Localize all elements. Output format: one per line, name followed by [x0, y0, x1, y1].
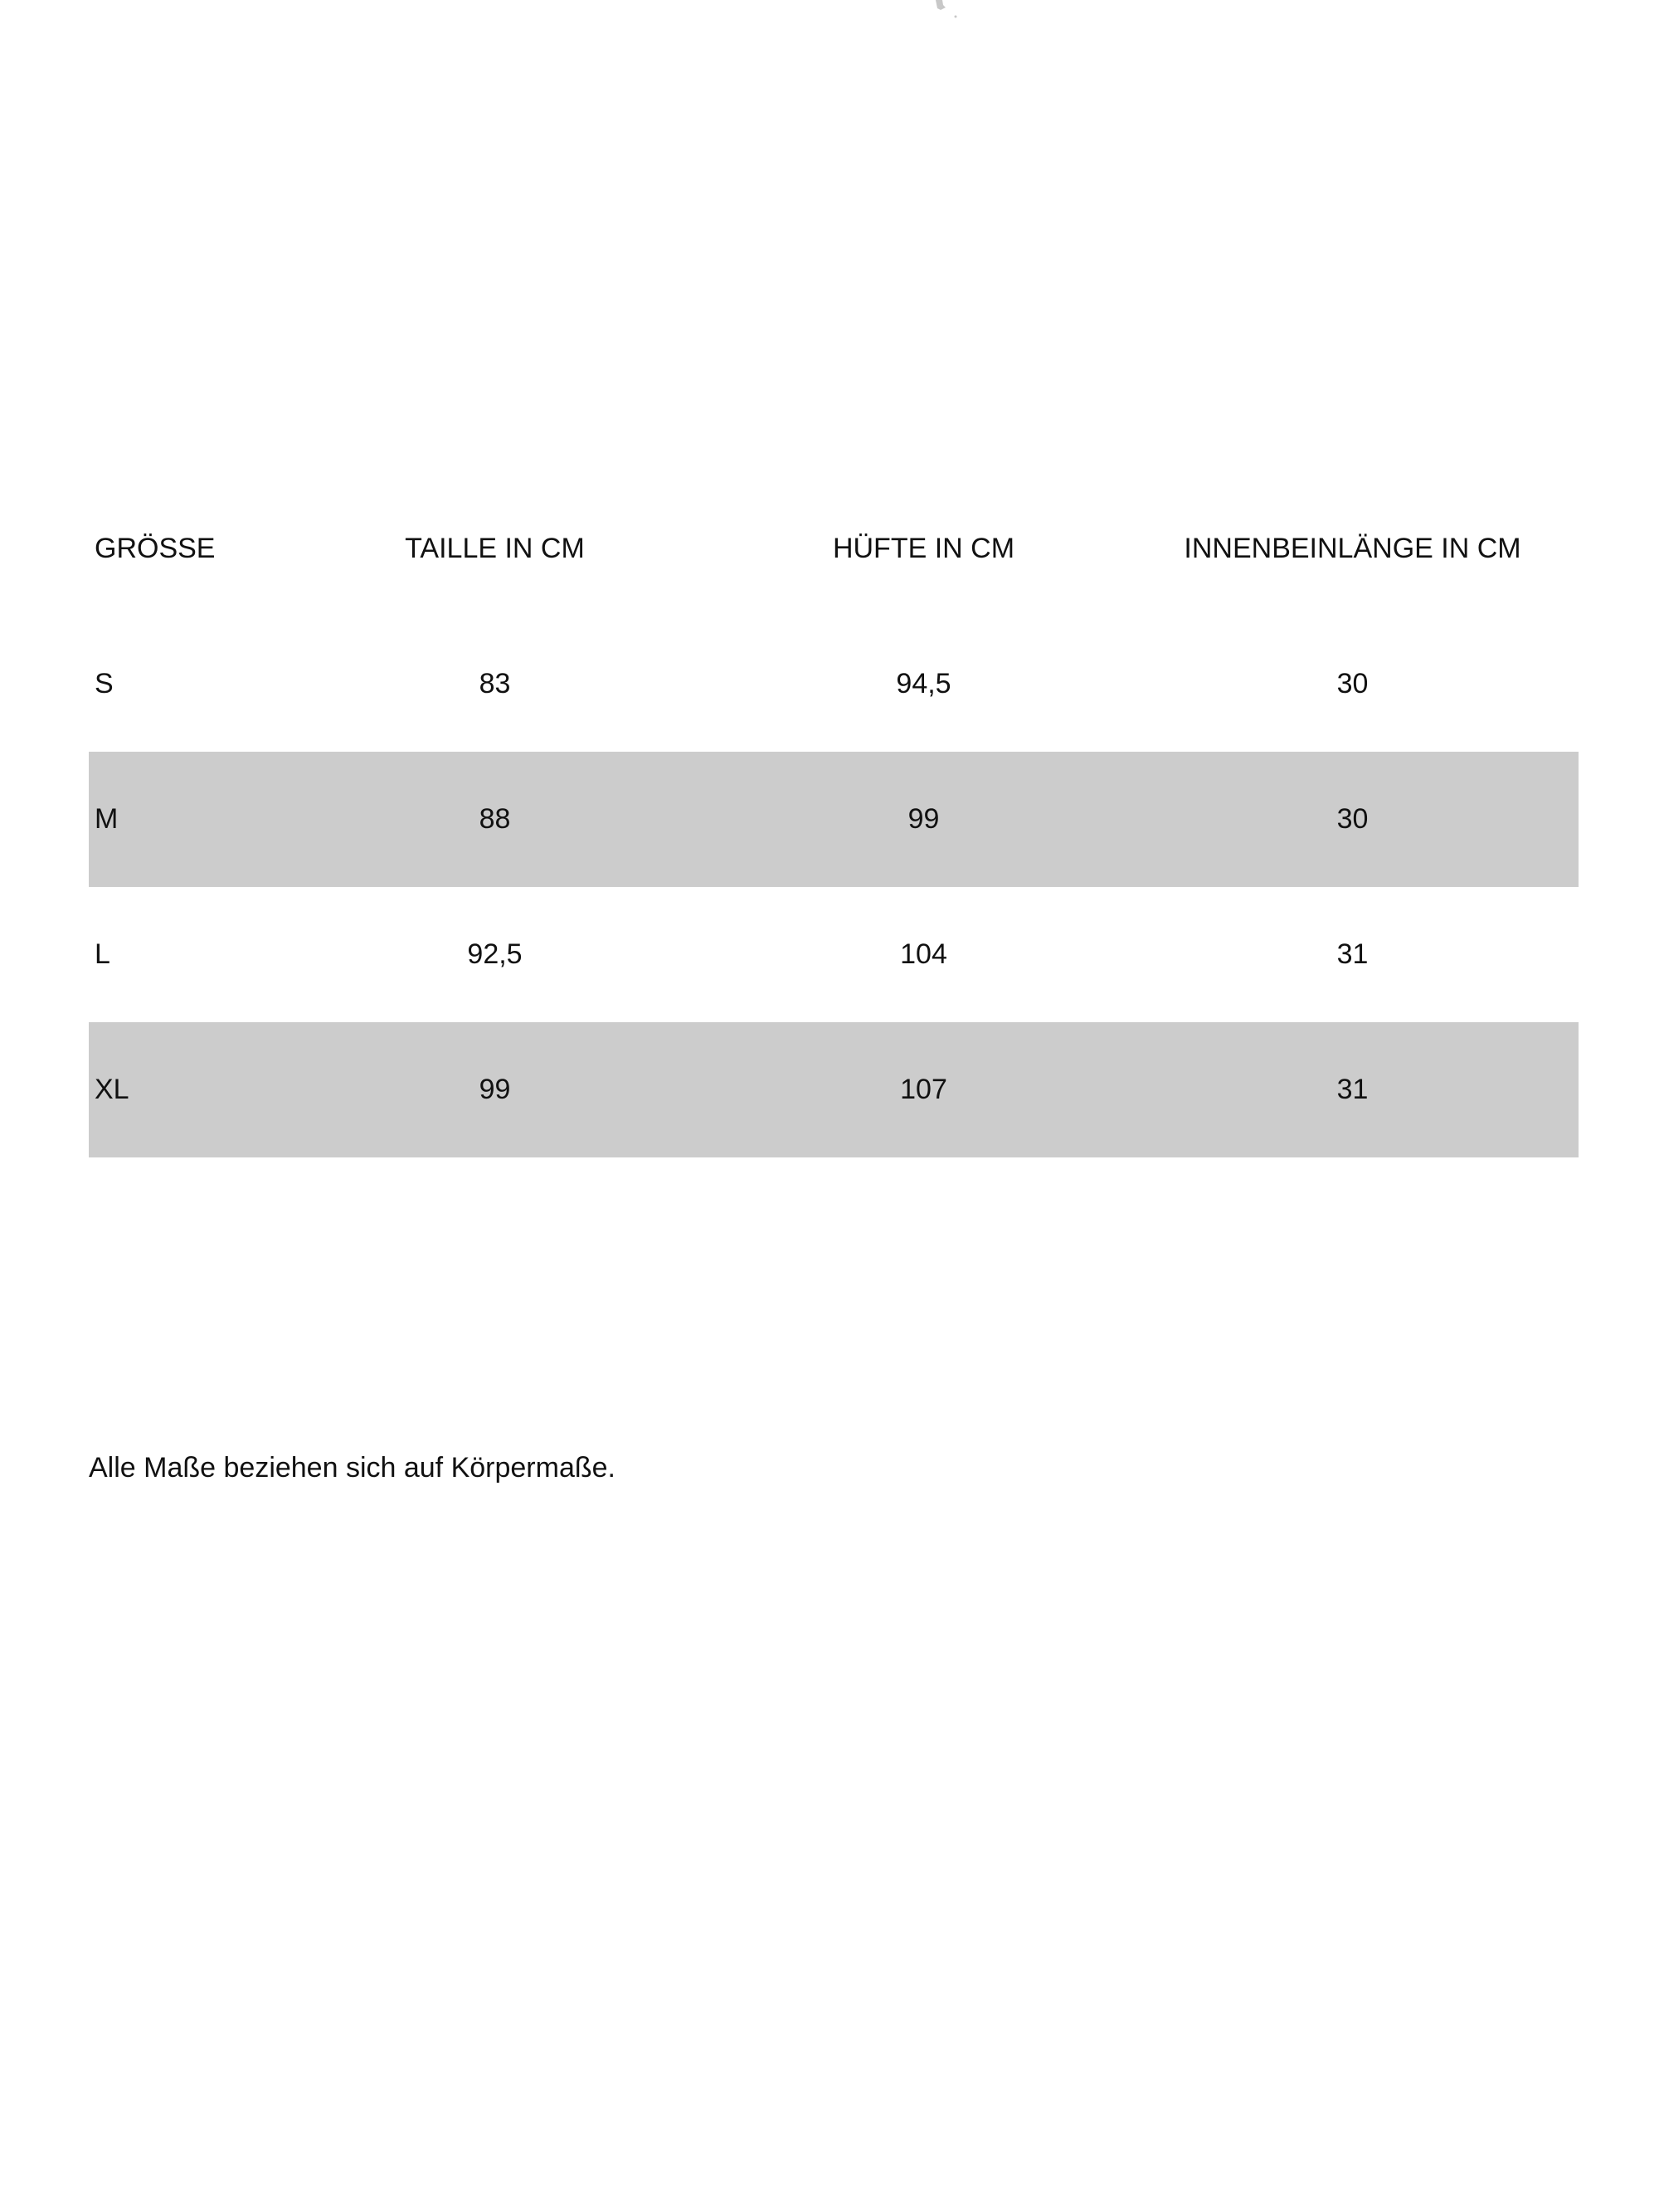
cell-innenbein: 30 — [1336, 803, 1369, 835]
header-huefte: HÜFTE IN CM — [832, 533, 1015, 564]
cell-size: S — [95, 668, 114, 699]
decorative-mark — [927, 0, 961, 20]
table-row — [89, 616, 1579, 752]
cell-size: L — [95, 938, 110, 970]
cell-huefte: 104 — [900, 938, 947, 970]
cell-huefte: 107 — [900, 1074, 947, 1105]
cell-size: XL — [95, 1074, 129, 1105]
header-size: GRÖSSE — [95, 533, 216, 564]
cell-innenbein: 31 — [1336, 938, 1369, 970]
header-taille: TAILLE IN CM — [405, 533, 585, 564]
table-row — [89, 1022, 1579, 1157]
cell-size: M — [95, 803, 119, 835]
cell-huefte: 99 — [907, 803, 940, 835]
cell-taille: 88 — [479, 803, 511, 835]
measurement-footnote: Alle Maße beziehen sich auf Körpermaße. — [89, 1452, 615, 1484]
table-row — [89, 752, 1579, 887]
size-table — [89, 481, 1579, 1157]
table-header-row — [89, 481, 1579, 616]
header-innenbein: INNENBEINLÄNGE IN CM — [1184, 533, 1521, 564]
cell-taille: 99 — [479, 1074, 511, 1105]
cell-innenbein: 31 — [1336, 1074, 1369, 1105]
table-row — [89, 887, 1579, 1022]
cell-innenbein: 30 — [1336, 668, 1369, 699]
cell-taille: 83 — [479, 668, 511, 699]
cell-huefte: 94,5 — [896, 668, 951, 699]
cell-taille: 92,5 — [467, 938, 523, 970]
